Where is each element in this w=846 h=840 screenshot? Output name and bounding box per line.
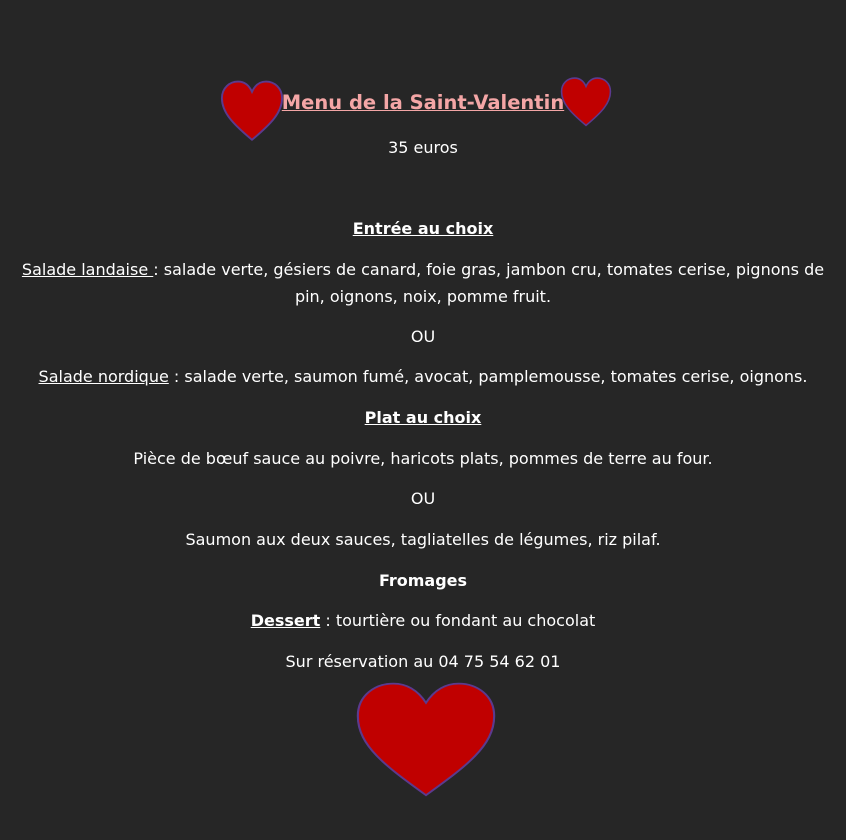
salade-nordique-name: Salade nordique	[38, 367, 169, 386]
entree-heading: Entrée au choix	[352, 219, 494, 238]
fromages-heading: Fromages	[378, 571, 468, 590]
plat-heading: Plat au choix	[364, 408, 482, 427]
menu-price: 35 euros	[388, 138, 458, 157]
reservation-text: Sur réservation au 04 75 54 62 01	[285, 652, 561, 671]
dessert-item	[0, 608, 846, 634]
or-separator-1: OU	[410, 327, 436, 346]
salade-landaise-name: Salade landaise	[21, 260, 154, 279]
dessert-name: Dessert	[250, 611, 321, 630]
plat-item-1: Pièce de bœuf sauce au poivre, haricots plats, pommes de terre au four.	[133, 449, 713, 468]
salade-nordique-item	[0, 364, 846, 390]
plat-item-2: Saumon aux deux sauces, tagliatelles de légumes, riz pilaf.	[185, 530, 661, 549]
dessert-desc: : tourtière ou fondant au chocolat	[320, 611, 596, 630]
salade-nordique-desc: : salade verte, saumon fumé, avocat, pamplemousse, tomates cerise, oignons.	[168, 367, 808, 386]
menu-title: Menu de la Saint-Valentin	[281, 91, 565, 114]
salade-landaise-item	[18, 256, 828, 310]
or-separator-2: OU	[410, 489, 436, 508]
heart-icon-bottom	[355, 680, 497, 800]
salade-landaise-desc: : salade verte, gésiers de canard, foie gras, jambon cru, tomates cerise, pignons de pin, oignons, noix, pomme fruit.	[153, 260, 825, 306]
